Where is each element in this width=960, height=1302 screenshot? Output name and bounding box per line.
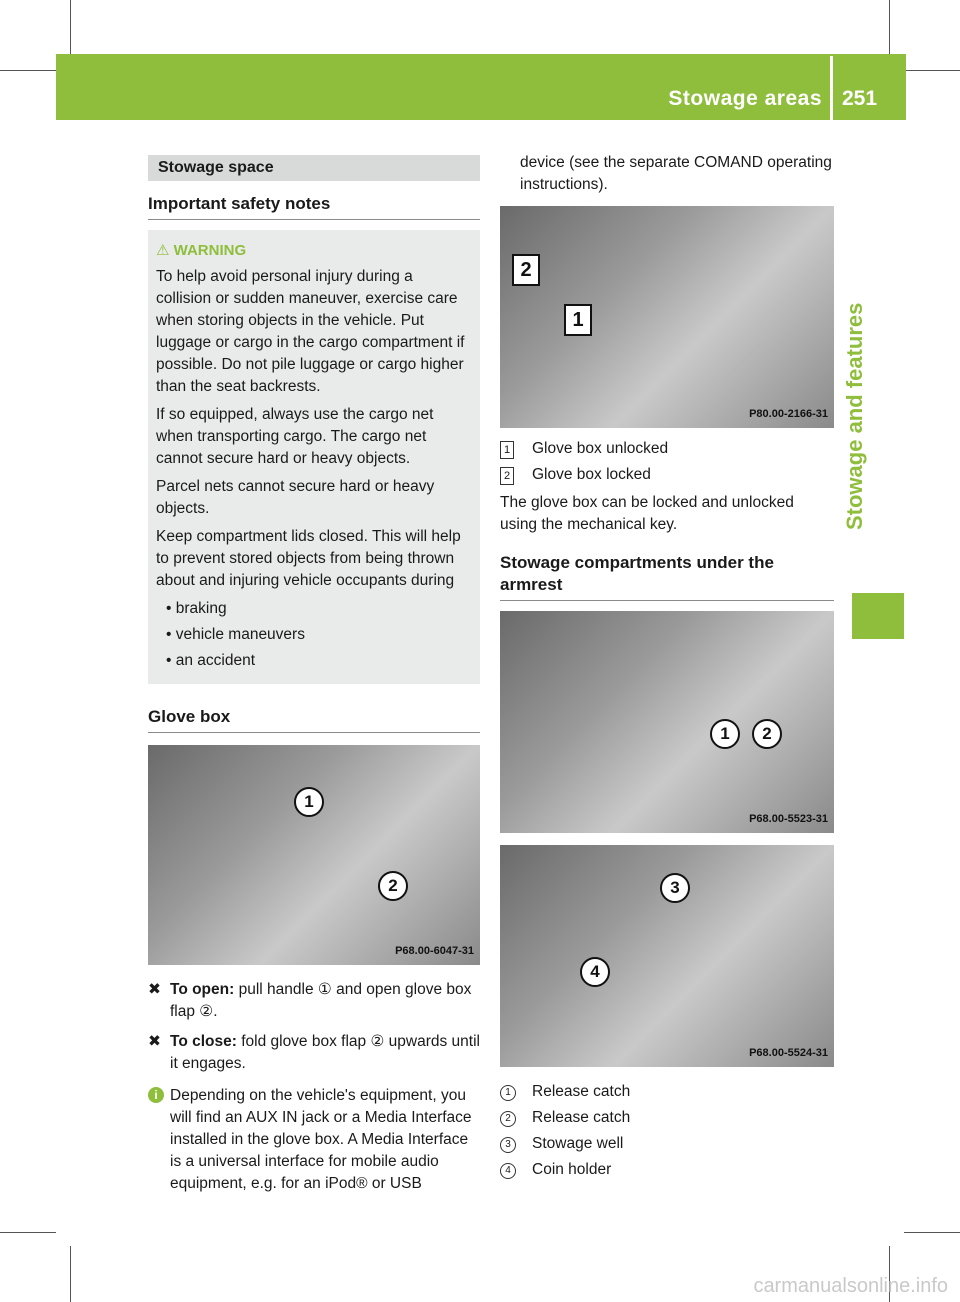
info-icon: i <box>148 1087 164 1103</box>
header-separator <box>830 56 833 120</box>
close-step: ✖ To close: fold glove box flap ② upwards until it engages. <box>148 1033 480 1072</box>
warning-icon: ⚠ <box>156 242 170 259</box>
left-column <box>148 155 480 1199</box>
warning-title: ⚠ WARNING <box>156 242 247 259</box>
callout-3: 3 <box>660 873 690 903</box>
armrest-image-1 <box>500 611 834 833</box>
warning-text-3: Parcel nets cannot secure hard or heavy objects. <box>156 478 435 517</box>
armrest-image-2 <box>500 845 834 1067</box>
image-code: P68.00-5523-31 <box>749 813 828 825</box>
continued-text: device (see the separate COMAND operating instructions). <box>520 154 832 193</box>
chapter-tab-block <box>852 593 904 639</box>
armrest-heading: Stowage compartments under the armrest <box>500 552 834 601</box>
legend-item: 1 Glove box unlocked <box>500 438 834 460</box>
glove-box-heading: Glove box <box>148 706 480 733</box>
step-arrow-icon: ✖ <box>148 981 161 998</box>
legend-item: 2 Glove box locked <box>500 464 834 486</box>
warning-text-2: If so equipped, always use the cargo net when transporting cargo. The cargo net cannot secure hard or heavy objects. <box>156 406 434 467</box>
warning-bullet: • braking <box>166 600 227 617</box>
callout-1: 1 <box>294 787 324 817</box>
callout-2: 2 <box>378 871 408 901</box>
page-number: 251 <box>842 87 878 110</box>
warning-box <box>148 230 480 684</box>
chapter-tab-label: Stowage and features <box>842 302 867 530</box>
callout-2: 2 <box>752 719 782 749</box>
right-column <box>500 152 834 1185</box>
warning-bullet: • an accident <box>166 652 256 669</box>
legend-item: 2 Release catch <box>500 1107 834 1129</box>
step-arrow-icon: ✖ <box>148 1033 161 1050</box>
warning-bullet: • vehicle maneuvers <box>166 626 305 643</box>
lock-text: The glove box can be locked and unlocked using the mechanical key. <box>500 494 794 533</box>
image-code: P80.00-2166-31 <box>749 408 828 420</box>
warning-text-1: To help avoid personal injury during a collision or sudden maneuver, exercise care when storing objects in the vehicle. Put luggage or cargo in the cargo compartment if possible. Do not pile luggage or cargo higher than the seat backrests. <box>156 268 465 395</box>
legend-item: 1 Release catch <box>500 1081 834 1103</box>
callout-1: 1 <box>710 719 740 749</box>
glove-box-image <box>148 745 480 965</box>
callout-2: 2 <box>512 254 540 286</box>
callout-4: 4 <box>580 957 610 987</box>
legend-item: 3 Stowage well <box>500 1133 834 1155</box>
watermark: carmanualsonline.info <box>753 1275 948 1297</box>
key-lock-image <box>500 206 834 428</box>
header-section-title: Stowage areas <box>668 87 822 110</box>
info-note: i Depending on the vehicle's equipment, you will find an AUX IN jack or a Media Interface installed in the glove box. A Media Interface is a universal interface for mobile audio equipment, e.g. for an iPod® or USB <box>148 1085 480 1195</box>
image-code: P68.00-5524-31 <box>749 1047 828 1059</box>
image-code: P68.00-6047-31 <box>395 945 474 957</box>
legend-item: 4 Coin holder <box>500 1159 834 1181</box>
callout-1: 1 <box>564 304 592 336</box>
safety-heading: Important safety notes <box>148 193 480 220</box>
warning-text-4: Keep compartment lids closed. This will help to prevent stored objects from being thrown about and injuring vehicle occupants during <box>156 528 461 589</box>
open-step: ✖ To open: pull handle ① and open glove box flap ②. <box>148 981 472 1020</box>
section-title-bar: Stowage space <box>148 155 480 181</box>
legend-armrest <box>500 1081 834 1181</box>
legend-lock <box>500 438 834 486</box>
